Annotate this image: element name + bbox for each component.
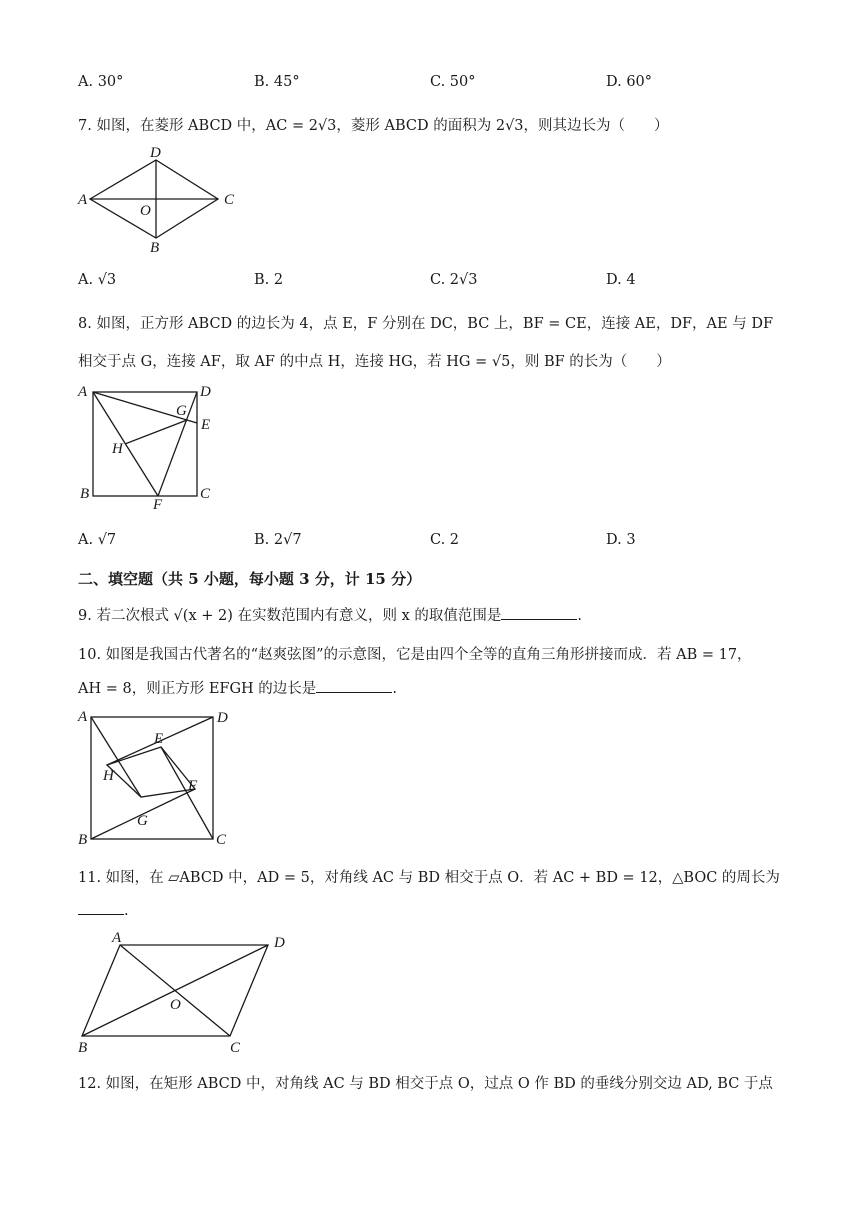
q7-option-b: B. 2 [254,272,284,288]
label-a: A [112,930,122,946]
q7-option-a: A. √3 [78,272,117,288]
q9-stem-end: . [577,608,582,624]
label-b: B [78,1040,88,1056]
q11-stem-line2 [78,900,129,919]
label-g: G [176,403,187,419]
q7-rhombus-figure [78,144,248,254]
q8-option-d: D. 3 [606,532,636,548]
q10-stem-line1: 10. 如图是我国古代著名的“赵爽弦图”的示意图，它是由四个全等的直角三角形拼接而成．若 AB = 17， [78,647,752,663]
label-e: E [201,417,211,433]
segment-ag [91,717,141,797]
label-f: F [153,497,163,513]
label-c: C [230,1040,241,1056]
q9-answer-blank[interactable] [501,605,577,620]
q9-stem [78,604,582,625]
q10-answer-blank[interactable] [316,678,392,693]
label-h: H [103,768,114,784]
q11-answer-blank[interactable] [78,900,124,915]
q10-stem-text: AH = 8，则正方形 EFGH 的边长是 [78,681,317,697]
q8-square-figure [78,384,228,514]
q10-stem-end: . [392,681,397,697]
label-d: D [217,710,228,726]
q8-option-a: A. √7 [78,532,117,548]
q6-option-b: B. 45° [254,74,300,90]
label-o: O [170,997,181,1013]
q8-option-b: B. 2√7 [254,532,302,548]
label-d: D [150,145,161,161]
q6-option-c: C. 50° [430,74,476,90]
q7-option-c: C. 2√3 [430,272,478,288]
q11-stem-end: . [124,903,129,919]
label-a: A [78,384,88,400]
q9-stem-text: 9. 若二次根式 √(x + 2) 在实数范围内有意义，则 x 的取值范围是 [78,608,502,624]
q8-stem-line1: 8. 如图，正方形 ABCD 的边长为 4，点 E，F 分别在 DC，BC 上，BF = CE，连接 AE，DF，AE 与 DF [78,316,774,332]
label-h: H [112,441,123,457]
q11-parallelogram-figure [78,930,308,1060]
label-c: C [216,832,227,848]
q10-stem-line2 [78,677,397,698]
label-o: O [140,203,151,219]
q6-option-a: A. 30° [78,74,124,90]
label-e: E [154,731,164,747]
q8-option-c: C. 2 [430,532,460,548]
label-c: C [200,486,211,502]
label-d: D [200,384,211,400]
label-g: G [137,813,148,829]
q7-option-d: D. 4 [606,272,636,288]
diagonal-bd [82,945,268,1036]
q12-stem-line1: 12. 如图，在矩形 ABCD 中，对角线 AC 与 BD 相交于点 O，过点 O 作 BD 的垂线分别交边 AD, BC 于点 [78,1076,773,1092]
label-a: A [78,709,88,725]
q10-zhaoshuang-figure [78,708,248,848]
q8-stem-line2: 相交于点 G，连接 AF，取 AF 的中点 H，连接 HG，若 HG = √5，则 BF 的长为（ ） [78,354,671,370]
label-a: A [78,192,88,208]
label-d: D [274,935,285,951]
inner-square-efgh [107,747,195,797]
section-title: 二、填空题（共 5 小题，每小题 3 分，计 15 分） [78,570,422,588]
label-c: C [224,192,235,208]
label-b: B [78,832,88,848]
segment-hg [125,420,187,444]
q6-option-d: D. 60° [606,74,653,90]
q11-stem-line1: 11. 如图，在 ▱ABCD 中，AD = 5，对角线 AC 与 BD 相交于点 O．若 AC + BD = 12，△BOC 的周长为 [78,870,780,886]
label-b: B [150,240,160,256]
label-b: B [80,486,90,502]
label-f: F [188,778,198,794]
q7-stem: 7. 如图，在菱形 ABCD 中，AC = 2√3，菱形 ABCD 的面积为 2√3，则其边长为（ ） [78,118,669,134]
